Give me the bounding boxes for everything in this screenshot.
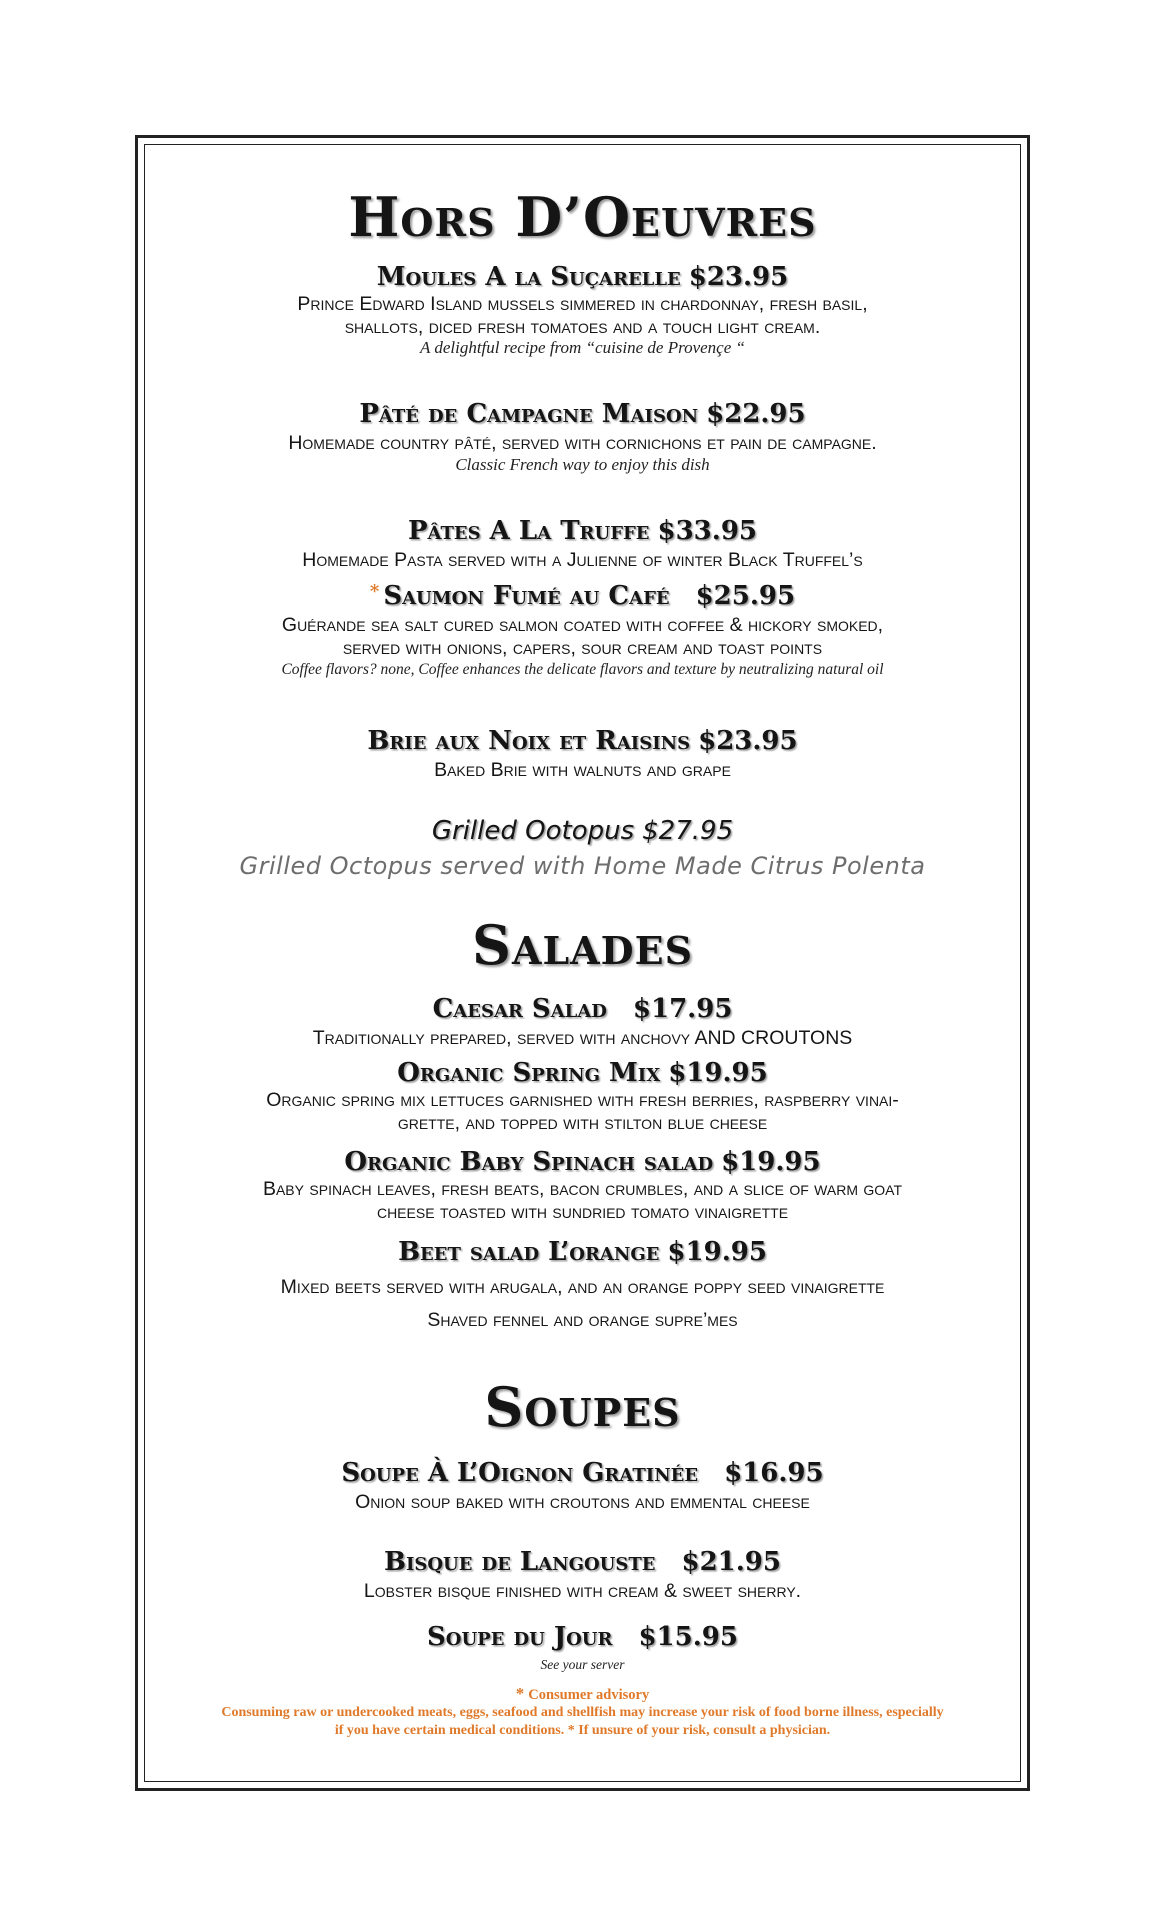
item-note: A delightful recipe from “cuisine de Provençe “ (420, 338, 745, 358)
advisory-heading-text: Consumer advisory (528, 1687, 650, 1703)
menu-item-bisque (138, 1549, 1027, 1603)
item-description-line: shallots, diced fresh tomatoes and a touch light cream. (344, 315, 821, 338)
item-description-line: Baby spinach leaves, fresh beats, bacon crumbles, and a slice of warm goat (262, 1178, 903, 1201)
item-title (138, 728, 1027, 755)
item-name: Saumon Fumé au Café (383, 581, 670, 611)
consumer-advisory (138, 1684, 1027, 1739)
item-description-line: Prince Edward Island mussels simmered in chardonnay, fresh basil, (297, 293, 868, 316)
item-price: $19.95 (667, 1237, 767, 1267)
item-description-line: Shaved fennel and orange supre’mes (427, 1308, 738, 1331)
item-note: Coffee flavors? none, Coffee enhances the delicate flavors and texture by neutralizing natural oil (281, 661, 884, 679)
item-price: $27.95 (642, 816, 734, 846)
advisory-heading (138, 1684, 1027, 1704)
item-name: Pâtes A La Truffe (407, 516, 650, 546)
item-description-line: Homemade country pâté, served with cornichons et pain de campagne. (288, 432, 877, 455)
item-title (138, 996, 1027, 1023)
menu-item-caesar (138, 996, 1027, 1050)
item-price: $33.95 (657, 516, 758, 546)
advisory-star-icon: * (515, 1684, 525, 1703)
item-title (138, 1624, 1027, 1651)
item-name: Organic Baby Spinach salad (344, 1147, 714, 1177)
menu-item-octopus (138, 816, 1027, 880)
menu-item-baby-spinach (138, 1149, 1027, 1223)
menu-item-pate (138, 401, 1027, 475)
item-price: $19.95 (668, 1058, 768, 1088)
item-description-line: Lobster bisque finished with cream & sweet sherry. (363, 1580, 802, 1603)
item-title (138, 401, 1027, 428)
menu-item-moules (138, 264, 1027, 359)
item-description-line: served with onions, capers, sour cream and toast points (342, 636, 823, 659)
soupes-section (138, 1375, 1027, 1439)
item-price: $16.95 (724, 1458, 824, 1488)
menu-item-beet-salad (138, 1239, 1027, 1331)
menu-frame (135, 135, 1030, 1791)
item-name: Soupe À L’Oignon Gratinée (341, 1458, 699, 1488)
salades-section (138, 913, 1027, 977)
item-name: Beet salad L’orange (398, 1237, 660, 1267)
item-description-line: Baked Brie with walnuts and grape (434, 759, 731, 782)
hors-doeuvres-section (138, 185, 1027, 249)
menu-item-soupe-du-jour (138, 1624, 1027, 1673)
item-title (138, 1549, 1027, 1576)
item-price: $25.95 (695, 581, 796, 611)
menu-item-brie (138, 728, 1027, 782)
menu-item-saumon (138, 583, 1027, 680)
advisory-star-icon: * (369, 581, 380, 602)
item-price: $19.95 (721, 1147, 821, 1177)
item-name: Organic Spring Mix (397, 1058, 661, 1088)
item-title (138, 518, 1027, 545)
item-name: Caesar Salad (432, 994, 607, 1024)
item-note: See your server (540, 1657, 625, 1673)
item-price: $15.95 (638, 1622, 738, 1652)
item-title (138, 1060, 1027, 1087)
menu-content (138, 138, 1027, 1788)
item-name: Pâté de Campagne Maison (359, 399, 699, 429)
item-price: $21.95 (681, 1547, 781, 1577)
item-title (138, 583, 1027, 610)
item-description-line: Organic spring mix lettuces garnished with fresh berries, raspberry vinai- (266, 1089, 899, 1112)
item-title (138, 1460, 1027, 1487)
item-title (138, 1149, 1027, 1176)
item-description-line: Traditionally prepared, served with anchovy AND CROUTONS (312, 1027, 853, 1050)
item-name: Bisque de Langouste (383, 1547, 656, 1577)
advisory-line: if you have certain medical conditions. * If unsure of your risk, consult a physician. (334, 1722, 831, 1738)
item-price: $17.95 (632, 994, 733, 1024)
item-description-line: Mixed beets served with arugala, and an orange poppy seed vinaigrette (280, 1276, 885, 1299)
item-description-line: Homemade Pasta served with a Julienne of winter Black Truffel’s (302, 549, 863, 572)
advisory-line: Consuming raw or undercooked meats, eggs, seafood and shellfish may increase your risk of food borne illness, especially (221, 1705, 944, 1720)
item-name: Grilled Ootopus (431, 816, 635, 846)
item-title (138, 264, 1027, 291)
item-description-line: Onion soup baked with croutons and emmental cheese (355, 1491, 810, 1514)
item-price: $23.95 (698, 726, 798, 756)
section-title-soupes: Soupes (484, 1375, 681, 1439)
item-note: Classic French way to enjoy this dish (455, 454, 710, 474)
item-description-line: cheese toasted with sundried tomato vinaigrette (376, 1200, 789, 1223)
menu-item-soupe-oignon (138, 1460, 1027, 1514)
item-name: Brie aux Noix et Raisins (367, 726, 691, 756)
item-price: $23.95 (688, 262, 789, 292)
item-name: Soupe du Jour (427, 1622, 613, 1652)
item-title (138, 1239, 1027, 1266)
item-description-line: Guérande sea salt cured salmon coated with coffee & hickory smoked, (281, 614, 884, 637)
item-price: $22.95 (706, 399, 806, 429)
menu-item-spring-mix (138, 1060, 1027, 1134)
menu-item-pates-truffe (138, 518, 1027, 572)
item-description-line: Grilled Octopus served with Home Made Citrus Polenta (239, 852, 926, 880)
item-name: Moules A la Suçarelle (376, 262, 681, 292)
item-title (138, 816, 1027, 846)
item-description-line: grette, and topped with stilton blue cheese (397, 1111, 768, 1134)
section-title-hors-doeuvres: Hors D’Oeuvres (348, 185, 817, 249)
section-title-salades: Salades (471, 913, 694, 977)
